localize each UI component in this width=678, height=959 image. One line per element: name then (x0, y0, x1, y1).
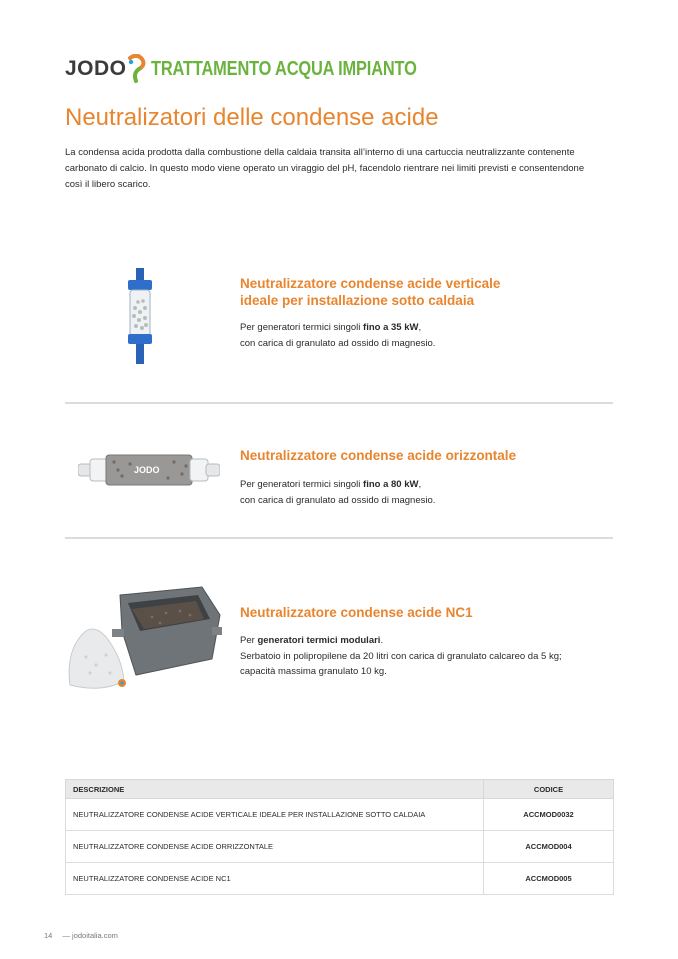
product-vertical-description (240, 320, 590, 351)
table-row (66, 799, 614, 831)
product-horizontal-desc-line2: con carica di granulato ad ossido di magnesio. (240, 494, 436, 506)
brand-logo-icon (127, 54, 147, 84)
product-horizontal-desc-punct: , (418, 479, 422, 490)
page-title: Neutralizatori delle condense acide (65, 104, 439, 131)
table-row (66, 863, 614, 895)
brand-logo-text: JODO (65, 57, 127, 80)
divider (65, 537, 613, 539)
table-cell-code: ACCMOD005 (484, 863, 614, 895)
product-nc1-desc-line2: Serbatoio in polipropilene da 20 litri con carica di granulato calcareo da 5 kg; (240, 650, 562, 662)
horizontal-neutralizer-image (78, 448, 220, 492)
table-cell-description: NEUTRALIZZATORE CONDENSE ACIDE VERTICALE IDEALE PER INSTALLAZIONE SOTTO CALDAIA (66, 799, 484, 831)
product-nc1-description (240, 633, 590, 680)
product-nc1-desc-punct: . (380, 635, 384, 646)
table-cell-description: NEUTRALIZZATORE CONDENSE ACIDE ORRIZZONTALE (66, 831, 484, 863)
product-nc1-title: Neutralizzatore condense acide NC1 (240, 605, 473, 620)
product-vertical-desc-line2: con carica di granulato ad ossido di magnesio. (240, 337, 436, 349)
section-title: TRATTAMENTO ACQUA IMPIANTO (150, 57, 417, 80)
table-header-description: DESCRIZIONE (66, 780, 484, 799)
table-header-row (66, 780, 614, 799)
product-vertical-title-line1: Neutralizzatore condense acide verticale (240, 276, 501, 291)
product-horizontal-desc-bold: fino a 80 kW (363, 479, 419, 490)
product-horizontal-description (240, 477, 590, 508)
product-nc1-desc-bold: generatori termici modulari (257, 635, 381, 646)
header (65, 52, 475, 86)
product-vertical-title (240, 275, 570, 309)
table-cell-code: ACCMOD0032 (484, 799, 614, 831)
intro-text: La condensa acida prodotta dalla combustione della caldaia transita all’interno di una cartuccia neutralizzante contenente carbonato di calcio. In questo modo viene operato un viraggio del pH, facendolo rientrare nei limiti previsti e consentendone così il libero scarico. (65, 147, 585, 190)
table-header-code: CODICE (484, 780, 614, 799)
product-horizontal-desc-text: Per generatori termici singoli (240, 479, 364, 490)
product-vertical-desc-bold: fino a 35 kW (363, 322, 419, 333)
footer-site-link[interactable]: — jodoitalia.com (62, 931, 118, 940)
product-horizontal-title: Neutralizzatore condense acide orizzontale (240, 448, 517, 463)
page-number: 14 (44, 931, 53, 940)
nc1-tank-image (62, 585, 230, 697)
product-nc1-desc-line3: capacità massima granulato 10 kg. (240, 666, 387, 677)
table-cell-description: NEUTRALIZZATORE CONDENSE ACIDE NC1 (66, 863, 484, 895)
vertical-neutralizer-image (120, 268, 160, 368)
product-nc1-desc-text: Per (240, 635, 258, 646)
horizontal-neutralizer-label: JODO (134, 465, 160, 475)
table-row (66, 831, 614, 863)
product-codes-table (65, 779, 614, 895)
footer (44, 931, 126, 940)
product-vertical-title-line2: ideale per installazione sotto caldaia (240, 293, 475, 308)
divider (65, 402, 613, 404)
product-vertical-desc-text: Per generatori termici singoli (240, 322, 364, 333)
product-vertical-desc-punct: , (418, 322, 422, 333)
table-cell-code: ACCMOD004 (484, 831, 614, 863)
